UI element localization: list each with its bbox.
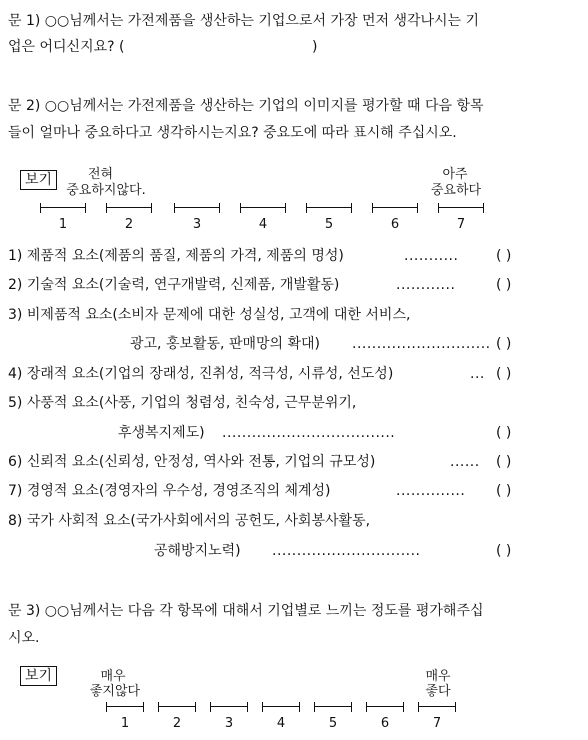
rating-item-4-answer[interactable]: ( ) [496, 366, 512, 382]
rating-item-3-dots: ............................ [352, 336, 491, 352]
rating-item-3-label: 3) 비제품적 요소(소비자 문제에 대한 성실성, 고객에 대한 서비스, [8, 307, 411, 323]
scale-left-label-top: 전혀 [88, 167, 114, 182]
scale2-right-label-top: 매우 [425, 669, 451, 684]
scale-segment-7 [438, 203, 484, 213]
scale-number-2: 2 [124, 217, 134, 232]
scale-number-7: 7 [456, 217, 466, 232]
scale2-left-label-top: 매우 [100, 669, 126, 684]
rating-item-7-label: 7) 경영적 요소(경영자의 우수성, 경영조직의 체계성) [8, 483, 331, 499]
scale-number-6: 6 [390, 217, 400, 232]
question-3-line-2: 시오. [8, 630, 40, 646]
rating-item-1-answer[interactable]: ( ) [496, 248, 512, 264]
rating-item-5-label: 5) 사풍적 요소(사풍, 기업의 청렴성, 친숙성, 근무분위기, [8, 395, 357, 411]
rating-item-7-answer[interactable]: ( ) [496, 483, 512, 499]
scale2-segment-7 [418, 702, 456, 712]
scale2-right-label-bottom: 좋다 [425, 684, 451, 699]
scale-number-3: 3 [192, 217, 202, 232]
example-box-label: 보기 [20, 170, 57, 190]
rating-item-1-label: 1) 제품적 요소(제품의 품질, 제품의 가격, 제품의 명성) [8, 248, 344, 264]
scale-right-label-bottom: 중요하다 [430, 183, 482, 198]
scale2-number-6: 6 [380, 716, 390, 731]
rating-item-5-dots: ................................... [222, 425, 396, 441]
question-2-line-2: 들이 얼마나 중요하다고 생각하시는지요? 중요도에 따라 표시해 주십시오. [8, 125, 457, 141]
scale-right-label-top: 아주 [442, 167, 468, 182]
scale-segment-3 [174, 203, 220, 213]
rating-item-1-dots: ........... [404, 248, 459, 264]
question-1-line-1: 문 1) ○○님께서는 가전제품을 생산하는 기업으로서 가장 먼저 생각나시는 기 [8, 13, 480, 29]
rating-item-3-answer[interactable]: ( ) [496, 336, 512, 352]
scale-left-label-bottom: 중요하지않다. [66, 183, 146, 198]
rating-item-2-label: 2) 기술적 요소(기술력, 연구개발력, 신제품, 개발활동) [8, 277, 340, 293]
scale2-left-label-bottom: 좋지않다 [89, 684, 141, 699]
rating-item-4-dots: ... [470, 366, 485, 382]
rating-item-8-label: 8) 국가 사회적 요소(국가사회에서의 공헌도, 사회봉사활동, [8, 513, 371, 529]
scale2-number-2: 2 [172, 716, 182, 731]
scale-segment-6 [372, 203, 418, 213]
example-box-label-2: 보기 [20, 666, 57, 686]
scale2-segment-5 [314, 702, 352, 712]
scale2-number-3: 3 [224, 716, 234, 731]
question-2-line-1: 문 2) ○○님께서는 가전제품을 생산하는 기업의 이미지를 평가할 때 다음 항목 [8, 98, 484, 114]
scale2-number-4: 4 [276, 716, 286, 731]
rating-item-6-answer[interactable]: ( ) [496, 454, 512, 470]
scale-segment-1 [40, 203, 86, 213]
scale-segment-2 [106, 203, 152, 213]
rating-item-4-label: 4) 장래적 요소(기업의 장래성, 진취성, 적극성, 시류성, 선도성) [8, 366, 394, 382]
rating-item-5-answer[interactable]: ( ) [496, 425, 512, 441]
rating-item-3-label-cont: 광고, 홍보활동, 판매망의 확대) [130, 336, 321, 352]
scale-segment-5 [306, 203, 352, 213]
scale2-segment-2 [158, 702, 196, 712]
scale2-number-7: 7 [432, 716, 442, 731]
rating-item-8-dots: .............................. [272, 543, 421, 559]
question-3-line-1: 문 3) ○○님께서는 다음 각 항목에 대해서 기업별로 느끼는 정도를 평가해주십 [8, 603, 484, 619]
scale-number-4: 4 [258, 217, 268, 232]
question-1-answer-close: ) [312, 39, 318, 55]
rating-item-6-label: 6) 신뢰적 요소(신뢰성, 안정성, 역사와 전통, 기업의 규모성) [8, 454, 376, 470]
rating-item-7-dots: .............. [396, 483, 466, 499]
rating-item-2-dots: ............ [396, 277, 456, 293]
scale2-number-5: 5 [328, 716, 338, 731]
rating-item-6-dots: ...... [450, 454, 480, 470]
scale2-segment-3 [210, 702, 248, 712]
scale2-number-1: 1 [120, 716, 130, 731]
scale2-segment-6 [366, 702, 404, 712]
scale2-segment-4 [262, 702, 300, 712]
scale2-segment-1 [106, 702, 144, 712]
scale-number-5: 5 [324, 217, 334, 232]
rating-item-5-label-cont: 후생복지제도) [118, 425, 205, 441]
question-1-line-2: 업은 어디신지요? ( [8, 39, 125, 55]
scale-segment-4 [240, 203, 286, 213]
rating-item-8-answer[interactable]: ( ) [496, 543, 512, 559]
rating-item-2-answer[interactable]: ( ) [496, 277, 512, 293]
rating-item-8-label-cont: 공해방지노력) [154, 543, 241, 559]
scale-number-1: 1 [58, 217, 68, 232]
